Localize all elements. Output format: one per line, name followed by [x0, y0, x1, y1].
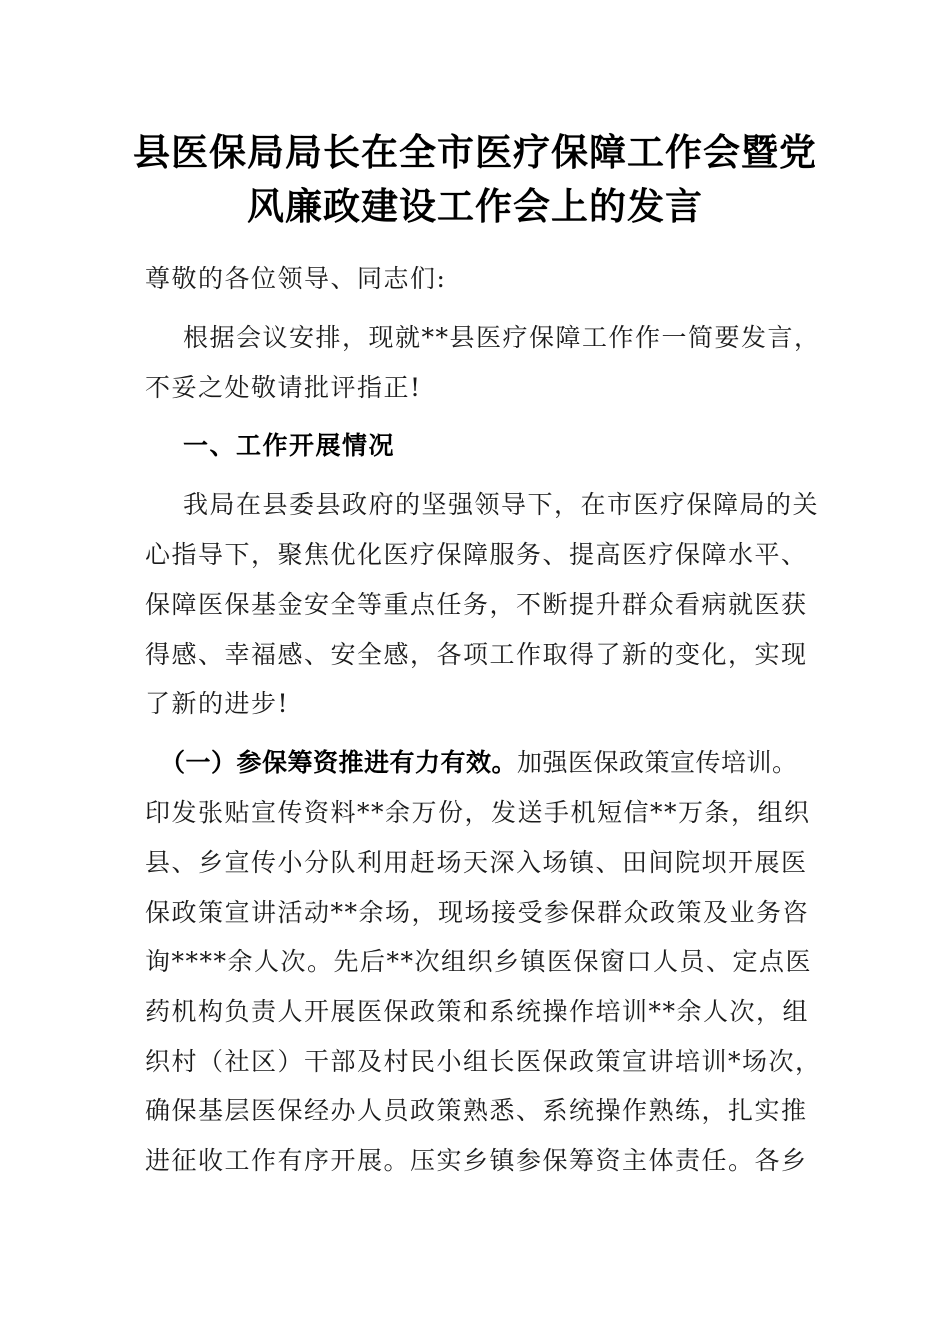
subsection-1-line-5: 询****余人次。先后**次组织乡镇医保窗口人员、定点医 [145, 947, 813, 976]
subsection-1-line-8: 确保基层医保经办人员政策熟悉、系统操作熟练，扎实推 [145, 1096, 808, 1125]
subsection-1-line-6: 药机构负责人开展医保政策和系统操作培训**余人次，组 [145, 997, 810, 1026]
subsection-1-line-7: 织村（社区）干部及村民小组长医保政策宣讲培训*场次， [145, 1047, 822, 1076]
intro-line-1: 根据会议安排，现就**县医疗保障工作作一简要发言， [183, 323, 821, 352]
subsection-1-first-line [160, 743, 798, 779]
subsection-1-first-line-text: 加强医保政策宣传培训。 [517, 748, 798, 777]
subsection-1-line-3: 县、乡宣传小分队利用赶场天深入场镇、田间院坝开展医 [145, 848, 808, 877]
salutation: 尊敬的各位领导、同志们: [145, 264, 447, 293]
section-1-paragraph-line-2: 心指导下，聚焦优化医疗保障服务、提高医疗保障水平、 [145, 540, 808, 569]
section-1-paragraph-line-1: 我局在县委县政府的坚强领导下，在市医疗保障局的关 [183, 490, 820, 519]
subsection-1-line-9: 进征收工作有序开展。压实乡镇参保筹资主体责任。各乡 [145, 1146, 808, 1175]
subsection-1-line-2: 印发张贴宣传资料**余万份，发送手机短信**万条，组织 [145, 798, 811, 827]
subsection-1-line-4: 保政策宣讲活动**余场，现场接受参保群众政策及业务咨 [145, 898, 810, 927]
section-1-paragraph-line-3: 保障医保基金安全等重点任务，不断提升群众看病就医获 [145, 590, 808, 619]
section-1-paragraph-line-4: 得感、幸福感、安全感，各项工作取得了新的变化，实现 [145, 640, 808, 669]
section-1-heading: 一、工作开展情况 [183, 431, 396, 460]
document-title-line-1: 县医保局局长在全市医疗保障工作会暨党 [133, 130, 817, 174]
document-title-line-2: 风廉政建设工作会上的发言 [247, 184, 703, 228]
intro-line-2: 不妥之处敬请批评指正! [145, 373, 422, 402]
section-1-paragraph-line-5: 了新的进步! [145, 689, 290, 718]
subsection-1-heading: （一）参保筹资推进有力有效。 [160, 748, 518, 777]
